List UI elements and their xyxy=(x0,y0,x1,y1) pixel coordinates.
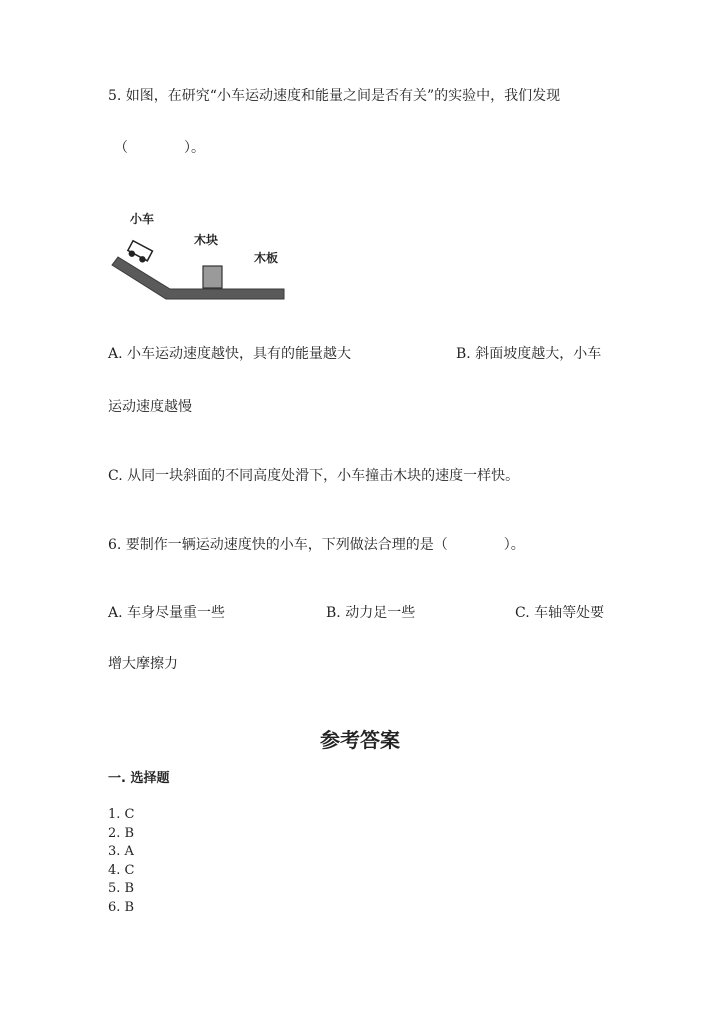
q5-option-c: C. 从同一块斜面的不同高度处滑下，小车撞击木块的速度一样快。 xyxy=(108,468,520,484)
incline-experiment-figure xyxy=(108,205,298,305)
label-block: 木块 xyxy=(194,233,219,247)
car-icon xyxy=(126,241,153,265)
answer-list xyxy=(108,806,134,918)
q5-option-b-continued: 运动速度越慢 xyxy=(108,399,192,415)
q5-option-b: B. 斜面坡度越大，小车 xyxy=(456,346,602,362)
answer-item: 4. C xyxy=(108,862,135,878)
answer-item: 2. B xyxy=(108,825,135,841)
label-board: 木板 xyxy=(254,251,279,265)
answer-key-title: 参考答案 xyxy=(320,728,400,752)
q5-blank: （ ）。 xyxy=(114,140,205,156)
q6-option-b: B. 动力足一些 xyxy=(326,605,416,621)
section-heading: 一. 选择题 xyxy=(108,771,170,786)
q6-option-c: C. 车轴等处要 xyxy=(515,605,605,621)
answer-item: 6. B xyxy=(108,899,135,915)
answer-item: 5. B xyxy=(108,881,135,897)
q5-stem: 5. 如图，在研究“小车运动速度和能量之间是否有关”的实验中，我们发现 xyxy=(108,88,561,104)
q6-option-a: A. 车身尽量重一些 xyxy=(108,605,226,621)
label-car: 小车 xyxy=(130,212,155,226)
q6-option-c-continued: 增大摩擦力 xyxy=(108,656,178,672)
answer-item: 3. A xyxy=(108,844,134,860)
q5-option-a: A. 小车运动速度越快，具有的能量越大 xyxy=(108,346,352,362)
answer-item: 1. C xyxy=(108,807,135,822)
q6-stem: 6. 要制作一辆运动速度快的小车，下列做法合理的是（ ）。 xyxy=(108,537,525,553)
wood-block xyxy=(203,266,222,288)
